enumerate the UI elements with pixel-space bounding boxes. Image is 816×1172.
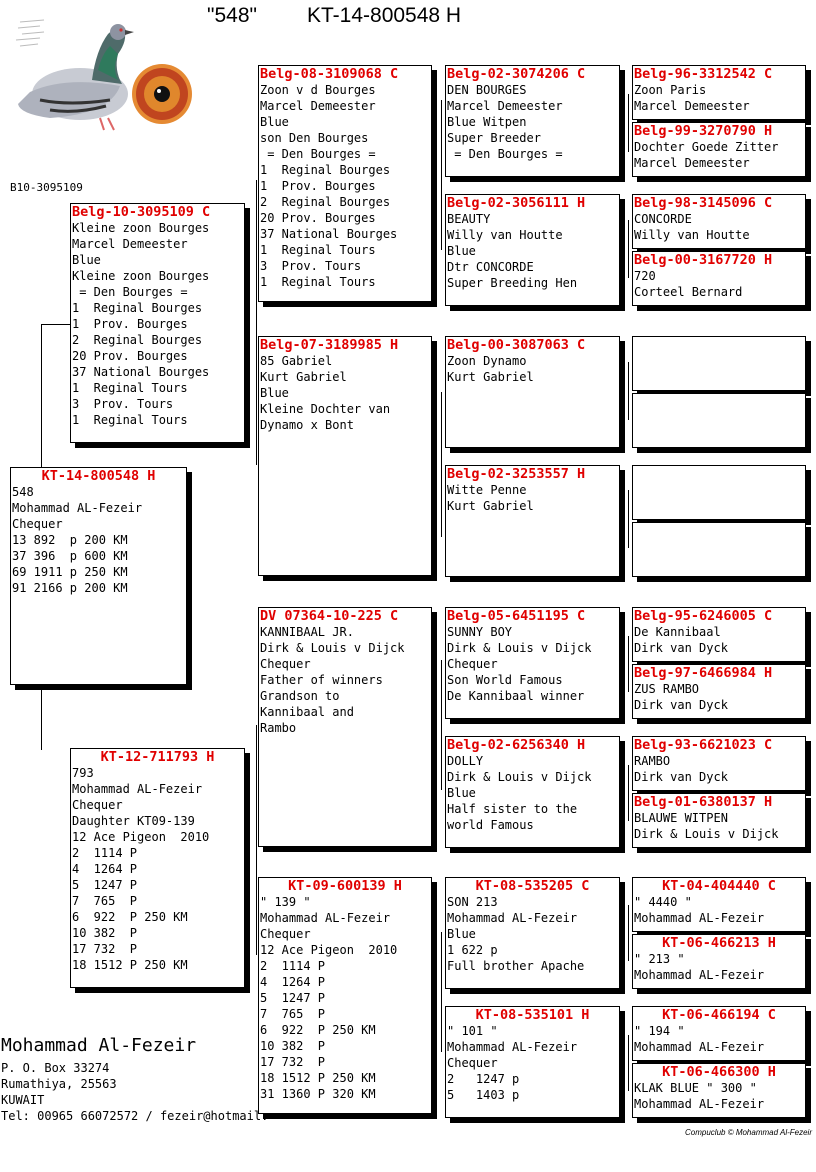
- subject-bird-card: [10, 467, 187, 685]
- bird-info-line: Mohammad AL-Fezeir: [634, 1097, 765, 1111]
- bird-info-line: 7 765 P: [260, 1007, 326, 1021]
- bird-info-line: Kurt Gabriel: [447, 499, 534, 513]
- owner-address-line: Rumathiya, 25563: [1, 1077, 117, 1091]
- bird-info-line: 1 Reginal Tours: [72, 381, 188, 395]
- ring-number: Belg-97-6466984 H: [634, 665, 773, 681]
- bird-info-line: KANNIBAAL JR.: [260, 625, 354, 639]
- bird-info-line: Blue: [447, 244, 476, 258]
- bird-info-line: Kleine Dochter van: [260, 402, 391, 416]
- ring-number: Belg-02-6256340 H: [447, 737, 586, 753]
- bird-info-line: Grandson to: [260, 689, 340, 703]
- bird-info-line: Kleine zoon Bourges: [72, 221, 210, 235]
- ring-number: DV 07364-10-225 C: [260, 608, 399, 624]
- bird-info-line: KLAK BLUE " 300 ": [634, 1081, 757, 1095]
- bird-info-line: Kleine zoon Bourges: [72, 269, 210, 283]
- ancestor-card-g13: [632, 877, 806, 932]
- bird-info-line: Zoon Paris: [634, 83, 707, 97]
- ring-number: KT-06-466300 H: [662, 1064, 776, 1080]
- connector-line: [628, 490, 629, 548]
- bird-info-line: " 213 ": [634, 952, 685, 966]
- bird-info-line: Mohammad AL-Fezeir: [634, 968, 765, 982]
- bird-info-line: 4 1264 P: [260, 975, 326, 989]
- bird-info-line: son Den Bourges: [260, 131, 369, 145]
- ring-number: Belg-05-6451195 C: [447, 608, 586, 624]
- connector-line: [628, 1035, 629, 1091]
- ring-number: Belg-07-3189985 H: [260, 337, 399, 353]
- ring-number: KT-12-711793 H: [100, 749, 215, 765]
- bird-info-line: 2 Reginal Bourges: [260, 195, 391, 209]
- bird-info-line: 720: [634, 269, 656, 283]
- bird-info-line: = Den Bourges =: [447, 147, 563, 161]
- connector-line: [441, 932, 442, 1052]
- bird-info-line: 10 382 P: [72, 926, 138, 940]
- ancestor-card-g15: [632, 1006, 806, 1061]
- ring-number: KT-08-535101 H: [475, 1007, 590, 1023]
- bird-info-line: Witte Penne: [447, 483, 527, 497]
- bird-info-line: Chequer: [12, 517, 63, 531]
- bird-info-line: Dirk van Dyck: [634, 698, 728, 712]
- ring-number: KT-06-466194 C: [662, 1007, 776, 1023]
- owner-contact-line: Tel: 00965 66072572 / fezeir@hotmail.: [1, 1109, 269, 1123]
- bird-info-line: Dirk & Louis v Dijck: [447, 641, 592, 655]
- bird-info-line: RAMBO: [634, 754, 671, 768]
- bird-info-line: world Famous: [447, 818, 534, 832]
- bird-info-line: 20 Prov. Bourges: [72, 349, 188, 363]
- connector-line: [441, 660, 442, 790]
- connector-line: [441, 392, 442, 537]
- footer-credit: Compuclub © Mohammad Al-Fezeir: [685, 1128, 812, 1137]
- bird-info-line: 91 2166 p 200 KM: [12, 581, 128, 595]
- bird-info-line: 10 382 P: [260, 1039, 326, 1053]
- ring-number: KT-14-800548 H: [41, 468, 156, 484]
- bird-info-line: Chequer: [447, 1056, 498, 1070]
- ring-number: KT-09-600139 H: [288, 878, 402, 894]
- bird-info-line: Corteel Bernard: [634, 285, 743, 299]
- dam-dam-bird-card: [258, 877, 432, 1114]
- subject-ring-label: B10-3095109: [10, 181, 83, 194]
- bird-info-line: Daughter KT09-139: [72, 814, 195, 828]
- bird-info-line: 1 Reginal Tours: [260, 243, 376, 257]
- ancestor-card-empty: [632, 522, 806, 577]
- connector-line: [256, 180, 257, 465]
- bird-info-line: Half sister to the: [447, 802, 578, 816]
- bird-info-line: Dirk & Louis v Dijck: [447, 770, 592, 784]
- bird-info-line: 1 Reginal Tours: [260, 275, 376, 289]
- bird-info-line: = Den Bourges =: [260, 147, 376, 161]
- owner-name: Mohammad Al-Fezeir: [1, 1035, 197, 1056]
- bird-info-line: CONCORDE: [634, 212, 692, 226]
- bird-info-line: Kannibaal and: [260, 705, 354, 719]
- ring-number: Belg-00-3087063 C: [447, 337, 586, 353]
- bird-info-line: Blue: [260, 386, 289, 400]
- ring-number: Belg-99-3270790 H: [634, 123, 773, 139]
- bird-info-line: 6 922 P 250 KM: [260, 1023, 376, 1037]
- ring-number: Belg-02-3253557 H: [447, 466, 586, 482]
- bird-info-line: Mohammad AL-Fezeir: [260, 911, 391, 925]
- bird-info-line: Marcel Demeester: [634, 99, 750, 113]
- bird-info-line: 2 1247 p: [447, 1072, 520, 1086]
- bird-info-line: Chequer: [72, 798, 123, 812]
- ancestor-card-g2: [632, 122, 806, 177]
- ring-number: Belg-02-3074206 C: [447, 66, 586, 82]
- bird-info-line: 18 1512 P 250 KM: [72, 958, 188, 972]
- ring-number: KT-04-404440 C: [662, 878, 776, 894]
- bird-info-line: Super Breeder: [447, 131, 541, 145]
- bird-info-line: 793: [72, 766, 94, 780]
- connector-line: [628, 94, 629, 152]
- bird-info-line: SUNNY BOY: [447, 625, 513, 639]
- bird-info-line: Mohammad AL-Fezeir: [72, 782, 203, 796]
- bird-info-line: Marcel Demeester: [634, 156, 750, 170]
- bird-info-line: 17 732 P: [260, 1055, 326, 1069]
- bird-info-line: 37 396 p 600 KM: [12, 549, 128, 563]
- ancestor-card-empty: [632, 393, 806, 448]
- pigeon-ring-title: KT-14-800548 H: [307, 4, 462, 27]
- connector-line: [41, 324, 42, 470]
- connector-line: [628, 220, 629, 278]
- bird-info-line: Dirk & Louis v Dijck: [634, 827, 779, 841]
- connector-line: [628, 765, 629, 821]
- bird-info-line: Marcel Demeester: [447, 99, 563, 113]
- ancestor-card-ddd: [445, 1006, 620, 1118]
- bird-info-line: Mohammad AL-Fezeir: [12, 501, 143, 515]
- bird-info-line: De Kannibaal winner: [447, 689, 585, 703]
- bird-info-line: Dochter Goede Zitter: [634, 140, 779, 154]
- pigeon-photo: [10, 14, 200, 134]
- bird-info-line: Mohammad AL-Fezeir: [634, 1040, 765, 1054]
- ancestor-card-g10: [632, 664, 806, 719]
- ancestor-card-g11: [632, 736, 806, 791]
- bird-info-line: Chequer: [260, 927, 311, 941]
- ancestor-card-sss: [445, 65, 620, 177]
- bird-info-line: Rambo: [260, 721, 297, 735]
- ancestor-card-g4: [632, 251, 806, 306]
- connector-line: [41, 324, 71, 325]
- ancestor-card-dss: [445, 607, 620, 719]
- bird-info-line: 1 Reginal Bourges: [72, 301, 203, 315]
- bird-info-line: 6 922 P 250 KM: [72, 910, 188, 924]
- bird-info-line: Full brother Apache: [447, 959, 585, 973]
- bird-info-line: Blue: [72, 253, 101, 267]
- bird-info-line: Marcel Demeester: [72, 237, 188, 251]
- sire-dam-bird-card: [258, 336, 432, 576]
- bird-info-line: " 101 ": [447, 1024, 498, 1038]
- bird-info-line: DOLLY: [447, 754, 484, 768]
- bird-info-line: 1 Prov. Bourges: [260, 179, 376, 193]
- ancestor-card-g3: [632, 194, 806, 249]
- bird-info-line: 13 892 p 200 KM: [12, 533, 128, 547]
- bird-info-line: 20 Prov. Bourges: [260, 211, 376, 225]
- bird-info-line: 17 732 P: [72, 942, 138, 956]
- bird-info-line: 2 Reginal Bourges: [72, 333, 203, 347]
- bird-info-line: Kurt Gabriel: [447, 370, 534, 384]
- ancestor-card-dds: [445, 877, 620, 989]
- ancestor-card-g9: [632, 607, 806, 662]
- pigeon-name-title: "548": [207, 4, 257, 27]
- ancestor-card-g16: [632, 1063, 806, 1118]
- bird-info-line: Super Breeding Hen: [447, 276, 578, 290]
- bird-info-line: 1 622 p: [447, 943, 498, 957]
- bird-info-line: Chequer: [447, 657, 498, 671]
- bird-info-line: 5 1403 p: [447, 1088, 520, 1102]
- ancestor-card-ssd: [445, 194, 620, 306]
- bird-info-line: Kurt Gabriel: [260, 370, 347, 384]
- bird-info-line: Dtr CONCORDE: [447, 260, 534, 274]
- bird-info-line: 3 Prov. Tours: [260, 259, 362, 273]
- sire-bird-card: [70, 203, 245, 443]
- connector-line: [41, 686, 42, 750]
- ring-number: Belg-10-3095109 C: [72, 204, 211, 220]
- bird-info-line: Dirk van Dyck: [634, 770, 728, 784]
- bird-info-line: BLAUWE WITPEN: [634, 811, 728, 825]
- bird-info-line: Blue: [447, 927, 476, 941]
- bird-info-line: 1 Reginal Bourges: [260, 163, 391, 177]
- owner-address-line: KUWAIT: [1, 1093, 45, 1107]
- ring-number: Belg-95-6246005 C: [634, 608, 773, 624]
- bird-info-line: Dynamo x Bont: [260, 418, 354, 432]
- bird-info-line: 12 Ace Pigeon 2010: [72, 830, 210, 844]
- bird-info-line: SON 213: [447, 895, 498, 909]
- ancestor-card-g12: [632, 793, 806, 848]
- ancestor-card-empty: [632, 336, 806, 391]
- ring-number: Belg-00-3167720 H: [634, 252, 773, 268]
- bird-info-line: = Den Bourges =: [72, 285, 188, 299]
- bird-info-line: 2 1114 P: [72, 846, 138, 860]
- bird-info-line: Mohammad AL-Fezeir: [447, 1040, 578, 1054]
- bird-info-line: " 194 ": [634, 1024, 685, 1038]
- bird-info-line: 3 Prov. Tours: [72, 397, 174, 411]
- bird-info-line: Father of winners: [260, 673, 383, 687]
- owner-address-line: P. O. Box 33274: [1, 1061, 110, 1075]
- bird-info-line: De Kannibaal: [634, 625, 721, 639]
- bird-info-line: 31 1360 P 320 KM: [260, 1087, 376, 1101]
- ancestor-card-g14: [632, 934, 806, 989]
- bird-info-line: " 139 ": [260, 895, 311, 909]
- ring-number: KT-08-535205 C: [475, 878, 590, 894]
- ring-number: Belg-93-6621023 C: [634, 737, 773, 753]
- ring-number: KT-06-466213 H: [662, 935, 776, 951]
- bird-info-line: 18 1512 P 250 KM: [260, 1071, 376, 1085]
- bird-info-line: 5 1247 P: [260, 991, 326, 1005]
- bird-info-line: Mohammad AL-Fezeir: [447, 911, 578, 925]
- bird-info-line: Son World Famous: [447, 673, 563, 687]
- bird-info-line: ZUS RAMBO: [634, 682, 700, 696]
- bird-info-line: 37 National Bourges: [72, 365, 210, 379]
- ring-number: Belg-02-3056111 H: [447, 195, 586, 211]
- ring-number: Belg-01-6380137 H: [634, 794, 773, 810]
- bird-info-line: 69 1911 p 250 KM: [12, 565, 128, 579]
- bird-info-line: Blue: [260, 115, 289, 129]
- connector-line: [628, 636, 629, 692]
- ancestor-card-empty: [632, 465, 806, 520]
- bird-info-line: DEN BOURGES: [447, 83, 527, 97]
- bird-info-line: 4 1264 P: [72, 862, 138, 876]
- bird-info-line: 37 National Bourges: [260, 227, 398, 241]
- connector-line: [628, 362, 629, 420]
- dam-sire-bird-card: [258, 607, 432, 847]
- bird-info-line: 5 1247 P: [72, 878, 138, 892]
- ring-number: Belg-98-3145096 C: [634, 195, 773, 211]
- ring-number: Belg-08-3109068 C: [260, 66, 399, 82]
- connector-line: [256, 725, 257, 955]
- ring-number: Belg-96-3312542 C: [634, 66, 773, 82]
- sire-sire-bird-card: [258, 65, 432, 302]
- ancestor-card-g1: [632, 65, 806, 120]
- bird-info-line: Dirk & Louis v Dijck: [260, 641, 405, 655]
- bird-info-line: 548: [12, 485, 34, 499]
- ancestor-card-sds: [445, 336, 620, 448]
- bird-info-line: 1 Reginal Tours: [72, 413, 188, 427]
- bird-info-line: Zoon Dynamo: [447, 354, 527, 368]
- dam-bird-card: [70, 748, 245, 988]
- bird-info-line: " 4440 ": [634, 895, 692, 909]
- connector-line: [441, 100, 442, 250]
- bird-info-line: 85 Gabriel: [260, 354, 333, 368]
- bird-info-line: Dirk van Dyck: [634, 641, 728, 655]
- bird-info-line: Willy van Houtte: [634, 228, 750, 242]
- bird-info-line: 2 1114 P: [260, 959, 326, 973]
- ancestor-card-dsd: [445, 736, 620, 848]
- connector-line: [628, 905, 629, 961]
- ancestor-card-sdd: [445, 465, 620, 577]
- bird-info-line: Blue Witpen: [447, 115, 527, 129]
- bird-info-line: Marcel Demeester: [260, 99, 376, 113]
- bird-info-line: 1 Prov. Bourges: [72, 317, 188, 331]
- bird-info-line: Willy van Houtte: [447, 228, 563, 242]
- bird-info-line: Mohammad AL-Fezeir: [634, 911, 765, 925]
- bird-info-line: 12 Ace Pigeon 2010: [260, 943, 398, 957]
- bird-info-line: Chequer: [260, 657, 311, 671]
- bird-info-line: Blue: [447, 786, 476, 800]
- bird-info-line: 7 765 P: [72, 894, 138, 908]
- bird-info-line: Zoon v d Bourges: [260, 83, 376, 97]
- bird-info-line: BEAUTY: [447, 212, 491, 226]
